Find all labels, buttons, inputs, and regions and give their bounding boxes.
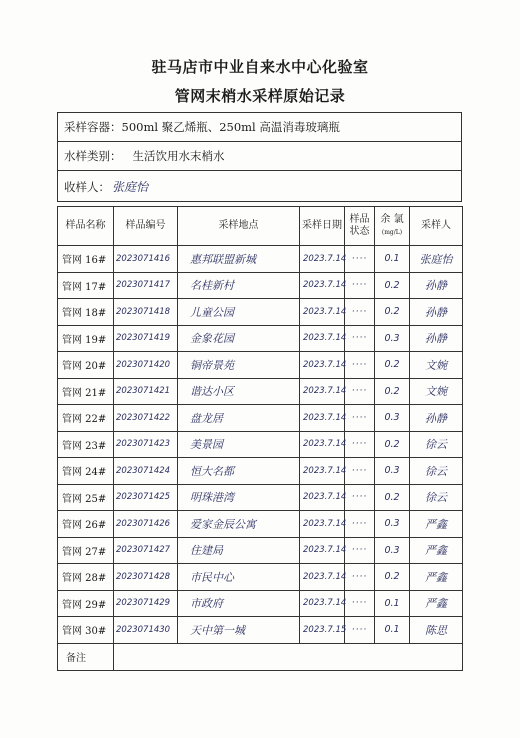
sample-number: 2023071421 (114, 378, 178, 405)
header-name: 样品名称 (58, 207, 114, 246)
sample-state: ···· (345, 564, 375, 591)
sample-location: 铜帝景苑 (178, 352, 300, 379)
table-row (58, 590, 463, 617)
table-row (58, 378, 463, 405)
sample-date: 2023.7.14 (300, 590, 345, 617)
sample-date: 2023.7.14 (300, 458, 345, 485)
sample-number: 2023071426 (114, 511, 178, 538)
sample-name: 管网 25# (58, 484, 114, 511)
residual-chlorine: 0.3 (375, 325, 410, 352)
sample-name: 管网 30# (58, 617, 114, 644)
table-row (58, 272, 463, 299)
residual-chlorine: 0.2 (375, 564, 410, 591)
sample-name: 管网 28# (58, 564, 114, 591)
sample-state: ···· (345, 378, 375, 405)
sampler-signature: 孙静 (410, 272, 463, 299)
sampler-signature: 徐云 (410, 431, 463, 458)
sample-location: 恒大名都 (178, 458, 300, 485)
sample-number: 2023071425 (114, 484, 178, 511)
table-row (58, 352, 463, 379)
residual-chlorine: 0.2 (375, 431, 410, 458)
sample-state: ···· (345, 246, 375, 273)
sample-name: 管网 20# (58, 352, 114, 379)
sample-table (57, 206, 463, 671)
sample-date: 2023.7.14 (300, 431, 345, 458)
sample-name: 管网 22# (58, 405, 114, 432)
sampler-signature: 严鑫 (410, 590, 463, 617)
sample-date: 2023.7.14 (300, 511, 345, 538)
sample-name: 管网 29# (58, 590, 114, 617)
sample-number: 2023071419 (114, 325, 178, 352)
sample-state: ···· (345, 325, 375, 352)
type-cell (58, 142, 462, 171)
sample-state: ···· (345, 458, 375, 485)
residual-chlorine: 0.1 (375, 590, 410, 617)
sample-number: 2023071420 (114, 352, 178, 379)
sample-state: ···· (345, 299, 375, 326)
sample-name: 管网 24# (58, 458, 114, 485)
table-row (58, 325, 463, 352)
sample-state: ···· (345, 537, 375, 564)
header-chlorine-unit: (mg/L) (381, 229, 403, 236)
sample-date: 2023.7.14 (300, 299, 345, 326)
sample-number: 2023071422 (114, 405, 178, 432)
sample-state: ···· (345, 590, 375, 617)
remark-content (114, 643, 463, 670)
sample-location: 市政府 (178, 590, 300, 617)
header-chlorine-label: 余 氯 (380, 214, 404, 225)
residual-chlorine: 0.3 (375, 405, 410, 432)
header-location: 采样地点 (178, 207, 300, 246)
container-value: 500ml 聚乙烯瓶、250ml 高温消毒玻璃瓶 (121, 120, 340, 134)
header-row (58, 207, 463, 246)
sample-location: 住建局 (178, 537, 300, 564)
container-label: 采样容器： (64, 120, 122, 134)
collector-row (58, 171, 462, 202)
collector-label: 收样人： (64, 179, 110, 194)
type-label: 水样类别： (64, 149, 122, 163)
sampler-signature: 严鑫 (410, 537, 463, 564)
collector-cell (58, 171, 462, 202)
sampler-signature: 孙静 (410, 299, 463, 326)
container-row (58, 113, 462, 142)
sample-date: 2023.7.14 (300, 325, 345, 352)
sample-state: ···· (345, 272, 375, 299)
table-row (58, 431, 463, 458)
sample-date: 2023.7.14 (300, 246, 345, 273)
sampler-signature: 张庭怡 (410, 246, 463, 273)
residual-chlorine: 0.3 (375, 511, 410, 538)
residual-chlorine: 0.2 (375, 299, 410, 326)
sample-location: 谐达小区 (178, 378, 300, 405)
sample-date: 2023.7.14 (300, 484, 345, 511)
sample-name: 管网 16# (58, 246, 114, 273)
sampler-signature: 严鑫 (410, 511, 463, 538)
sampler-signature: 徐云 (410, 458, 463, 485)
sampler-signature: 孙静 (410, 405, 463, 432)
sampler-signature: 孙静 (410, 325, 463, 352)
sample-name: 管网 19# (58, 325, 114, 352)
header-state: 样品状态 (345, 207, 375, 246)
remark-label: 备注 (58, 643, 114, 670)
container-cell (58, 113, 462, 142)
table-row (58, 511, 463, 538)
sample-location: 爱家金辰公寓 (178, 511, 300, 538)
sample-number: 2023071416 (114, 246, 178, 273)
sample-number: 2023071429 (114, 590, 178, 617)
sample-location: 金象花园 (178, 325, 300, 352)
residual-chlorine: 0.2 (375, 378, 410, 405)
sample-state: ···· (345, 617, 375, 644)
sample-date: 2023.7.14 (300, 352, 345, 379)
org-title: 驻马店市中业自来水中心化验室 (151, 58, 369, 76)
sample-location: 市民中心 (178, 564, 300, 591)
sample-name: 管网 18# (58, 299, 114, 326)
sample-name: 管网 26# (58, 511, 114, 538)
sample-date: 2023.7.14 (300, 378, 345, 405)
header-sampler: 采样人 (410, 207, 463, 246)
sample-date: 2023.7.14 (300, 272, 345, 299)
sample-name: 管网 21# (58, 378, 114, 405)
residual-chlorine: 0.2 (375, 352, 410, 379)
sampler-signature: 徐云 (410, 484, 463, 511)
remark-row (58, 643, 463, 670)
table-row (58, 484, 463, 511)
sample-name: 管网 23# (58, 431, 114, 458)
sample-date: 2023.7.15 (300, 617, 345, 644)
sampler-signature: 文婉 (410, 352, 463, 379)
type-row (58, 142, 462, 171)
header-number: 样品编号 (114, 207, 178, 246)
residual-chlorine: 0.3 (375, 458, 410, 485)
sample-number: 2023071427 (114, 537, 178, 564)
sample-state: ···· (345, 352, 375, 379)
table-row (58, 564, 463, 591)
sampler-signature: 文婉 (410, 378, 463, 405)
sample-state: ···· (345, 511, 375, 538)
sample-state: ···· (345, 405, 375, 432)
sample-name: 管网 17# (58, 272, 114, 299)
sample-number: 2023071428 (114, 564, 178, 591)
header-date: 采样日期 (300, 207, 345, 246)
sample-state: ···· (345, 431, 375, 458)
sample-number: 2023071423 (114, 431, 178, 458)
type-value: 生活饮用水末梢水 (132, 149, 225, 163)
sample-location: 儿童公园 (178, 299, 300, 326)
residual-chlorine: 0.3 (375, 537, 410, 564)
sample-location: 天中第一城 (178, 617, 300, 644)
sample-number: 2023071418 (114, 299, 178, 326)
table-row (58, 537, 463, 564)
residual-chlorine: 0.1 (375, 246, 410, 273)
sample-date: 2023.7.14 (300, 537, 345, 564)
sampler-signature: 陈思 (410, 617, 463, 644)
collector-signature: 张庭怡 (112, 179, 149, 194)
sample-date: 2023.7.14 (300, 564, 345, 591)
residual-chlorine: 0.2 (375, 484, 410, 511)
table-row (58, 617, 463, 644)
info-table (57, 112, 462, 202)
sample-location: 名桂新村 (178, 272, 300, 299)
sample-date: 2023.7.14 (300, 405, 345, 432)
table-row (58, 458, 463, 485)
sample-location: 盘龙居 (178, 405, 300, 432)
header-chlorine (375, 207, 410, 246)
sample-number: 2023071430 (114, 617, 178, 644)
sample-state: ···· (345, 484, 375, 511)
sample-number: 2023071417 (114, 272, 178, 299)
residual-chlorine: 0.2 (375, 272, 410, 299)
form-title: 管网末梢水采样原始记录 (174, 87, 346, 105)
table-row (58, 405, 463, 432)
sample-number: 2023071424 (114, 458, 178, 485)
residual-chlorine: 0.1 (375, 617, 410, 644)
table-row (58, 246, 463, 273)
sample-location: 明珠港湾 (178, 484, 300, 511)
sample-name: 管网 27# (58, 537, 114, 564)
sample-location: 美景园 (178, 431, 300, 458)
sample-location: 惠邦联盟新城 (178, 246, 300, 273)
table-row (58, 299, 463, 326)
sampler-signature: 严鑫 (410, 564, 463, 591)
